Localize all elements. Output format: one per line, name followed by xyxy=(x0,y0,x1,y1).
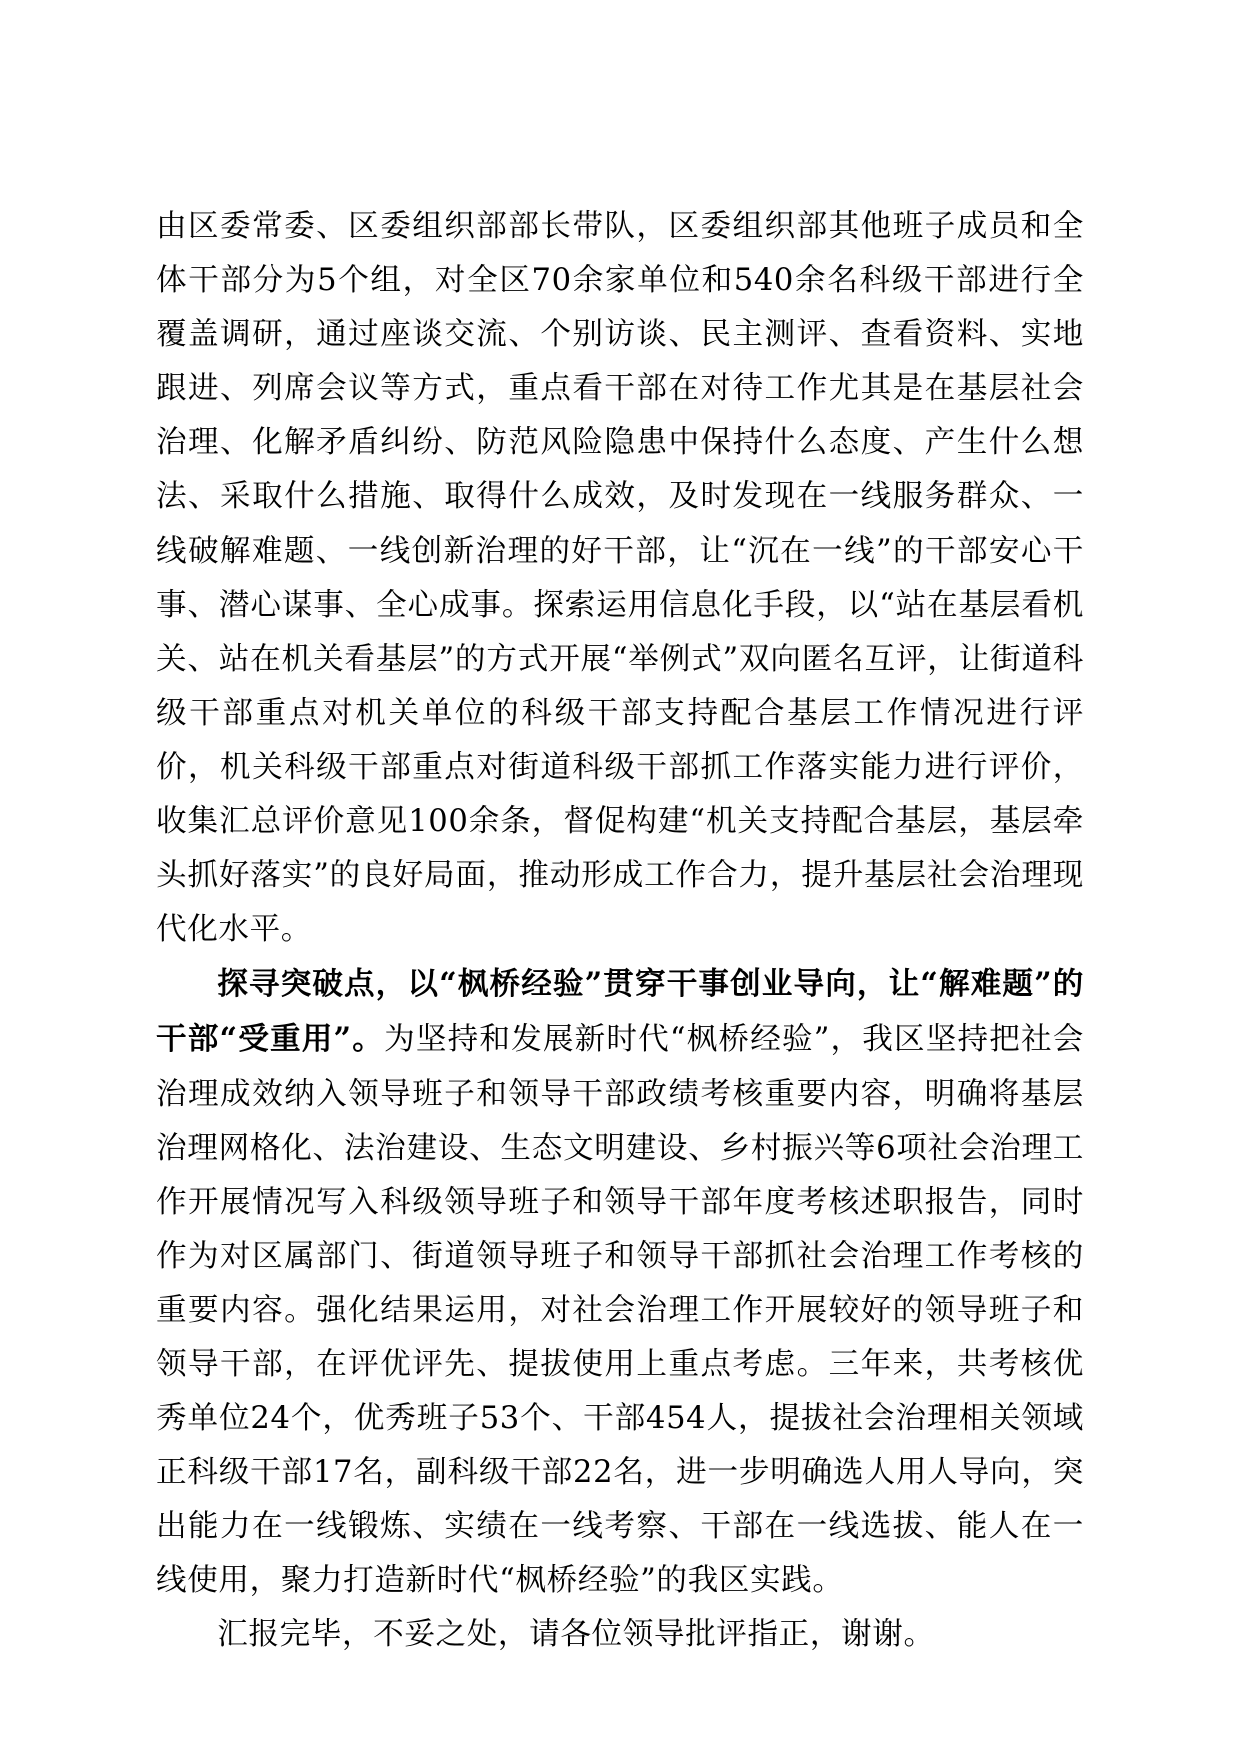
paragraph-fengqiao xyxy=(156,957,1084,1608)
closing-paragraph: 汇报完毕，不妥之处，请各位领导批评指正，谢谢。 xyxy=(217,1617,935,1653)
paragraph-continuation: 由区委常委、区委组织部部长带队，区委组织部其他班子成员和全体干部分为5个组，对全区70余家单位和540余名科级干部进行全覆盖调研，通过座谈交流、个别访谈、民主测评、查看资料、实地跟进、列席会议等方式，重点看干部在对待工作尤其是在基层社会治理、化解矛盾纠纷、防范风险隐患中保持什么态度、产生什么想法、采取什么措施、取得什么成效，及时发现在一线服务群众、一线破解难题、一线创新治理的好干部，让“沉在一线”的干部安心干事、潜心谋事、全心成事。探索运用信息化手段，以“站在基层看机关、站在机关看基层”的方式开展“举例式”双向匿名互评，让街道科级干部重点对机关单位的科级干部支持配合基层工作情况进行评价，机关科级干部重点对街道科级干部抓工作落实能力进行评价，收集汇总评价意见100余条，督促构建“机关支持配合基层，基层牵头抓好落实”的良好局面，推动形成工作合力，提升基层社会治理现代化水平。 xyxy=(156,209,1084,948)
paragraph-body: 为坚持和发展新时代“枫桥经验”，我区坚持把社会治理成效纳入领导班子和领导干部政绩考核重要内容，明确将基层治理网格化、法治建设、生态文明建设、乡村振兴等6项社会治理工作开展情况写入科级领导班子和领导干部年度考核述职报告，同时作为对区属部门、街道领导班子和领导干部抓社会治理工作考核的重要内容。强化结果运用，对社会治理工作开展较好的领导班子和领导干部，在评优评先、提拔使用上重点考虑。三年来，共考核优秀单位24个，优秀班子53个、干部454人，提拔社会治理相关领域正科级干部17名，副科级干部22名，进一步明确选人用人导向，突出能力在一线锻炼、实绩在一线考察、干部在一线选拔、能人在一线使用，聚力打造新时代“枫桥经验”的我区实践。 xyxy=(156,1022,1084,1599)
paragraph-heading: 探寻突破点，以“枫桥经验”贯穿干事创业导向，让“解难题”的干部“受重用”。 xyxy=(156,966,1084,1058)
document-body xyxy=(156,200,1084,1663)
